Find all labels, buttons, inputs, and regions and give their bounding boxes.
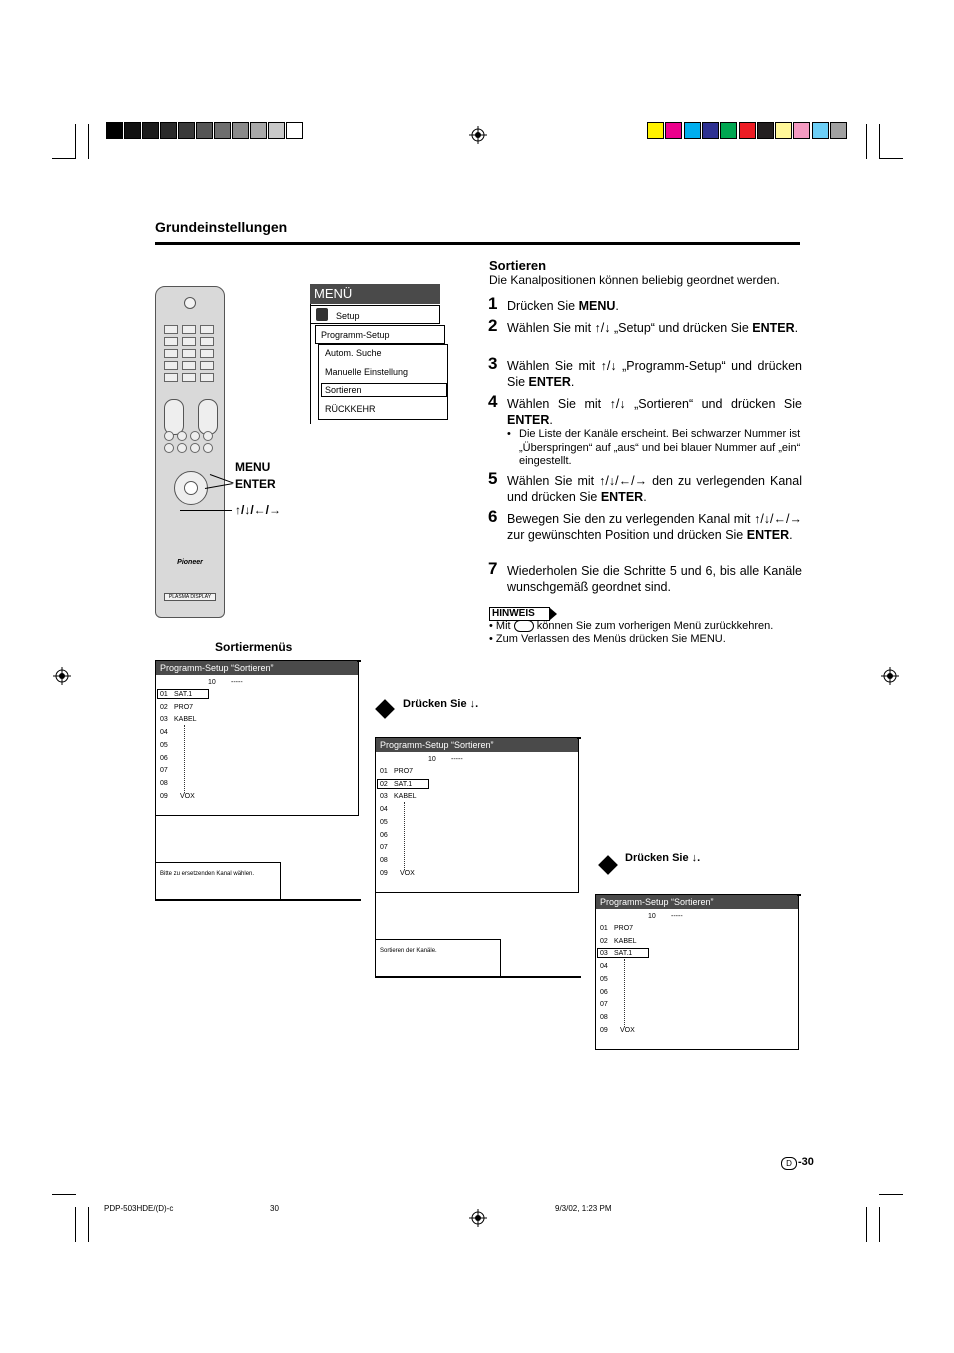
press-down-label-2: Drücken Sie ↓. [625, 852, 701, 864]
display-label: PLASMA DISPLAY [164, 593, 216, 601]
channel-name[interactable]: SAT.1 [394, 780, 413, 788]
channel-position[interactable]: 02 [380, 780, 388, 788]
crop-mark [866, 124, 867, 159]
crop-mark [879, 124, 880, 159]
channel-name[interactable]: KABEL [174, 716, 197, 724]
return-icon [514, 620, 534, 632]
channel-position[interactable]: 08 [380, 856, 388, 864]
channel-position[interactable]: 04 [380, 806, 388, 814]
step-number: 1 [488, 294, 498, 313]
channel-position[interactable]: 01 [380, 768, 388, 775]
hinweis-label: HINWEIS [492, 608, 535, 619]
dotted-line [624, 959, 625, 1027]
sort-screen-header: Programm-Setup “Sortieren” [156, 661, 358, 675]
remote-button [190, 431, 200, 441]
page-circle: D [781, 1157, 797, 1170]
step-text: Wählen Sie mit ↑/↓ „Setup“ und drücken Sie ENTER. [507, 321, 799, 335]
channel-position[interactable]: 06 [380, 831, 388, 839]
channel-name: ----- [451, 756, 463, 763]
remote-button [200, 349, 214, 358]
channel-name: ----- [671, 913, 683, 920]
sort-screen [155, 660, 359, 816]
step4-note-text: Die Liste der Kanäle erscheint. Bei schwarzer Nummer ist „Überspringen“ auf „aus“ und bei blauer Nummer auf „ein“ eingestellt. [519, 428, 801, 467]
menu-item-setup[interactable]: Setup [336, 311, 360, 321]
gray-swatch [106, 122, 123, 139]
remote-button [164, 373, 178, 382]
channel-position[interactable]: 01 [600, 925, 608, 932]
screen-frame-top [357, 660, 361, 662]
color-swatch [793, 122, 810, 139]
title-rule [155, 242, 800, 245]
screen-frame-top [577, 737, 581, 739]
menu-screen [310, 284, 442, 424]
channel-name[interactable]: VOX [620, 1026, 635, 1034]
menu-item-manuelle-einstellung[interactable]: Manuelle Einstellung [325, 367, 409, 377]
remote-control [155, 286, 225, 618]
sortieren-title: Sortieren [489, 258, 547, 273]
remote-button [190, 443, 200, 453]
crop-mark [88, 1207, 89, 1242]
color-swatch [720, 122, 737, 139]
remote-button [164, 361, 178, 370]
channel-position[interactable]: 07 [600, 1001, 608, 1009]
crop-mark [879, 158, 903, 159]
channel-name[interactable]: VOX [400, 869, 415, 877]
remote-button [164, 325, 178, 334]
registration-mark-icon [53, 667, 71, 685]
sort-screen-header: Programm-Setup “Sortieren” [376, 738, 578, 752]
channel-number: 10 [648, 913, 656, 920]
channel-position[interactable]: 02 [600, 937, 608, 945]
color-swatch [775, 122, 792, 139]
arrows-label: ↑/↓/←/→ [235, 503, 282, 517]
dpad [174, 471, 208, 505]
channel-position[interactable]: 04 [600, 963, 608, 971]
remote-button [203, 443, 213, 453]
step-text: Wählen Sie mit ↑/↓ „Sortieren“ und drücken Sie ENTER. [507, 397, 802, 427]
gray-swatch [142, 122, 159, 139]
step-text: Wiederholen Sie die Schritte 5 und 6, bis alle Kanäle wunschgemäß geordnet sind. [507, 564, 802, 594]
channel-position[interactable]: 06 [600, 988, 608, 996]
gray-swatch [124, 122, 141, 139]
channel-name[interactable]: KABEL [614, 937, 637, 945]
crop-mark [75, 1207, 76, 1242]
registration-mark-icon [881, 667, 899, 685]
remote-button [182, 325, 196, 334]
registration-mark-icon [469, 126, 487, 144]
brand-logo: Pioneer [177, 559, 203, 566]
pointer-icon [598, 855, 618, 875]
channel-position[interactable]: 05 [160, 741, 168, 749]
crop-mark [88, 124, 89, 159]
sort-message-box: Bitte zu ersetzenden Kanal wählen. [155, 862, 281, 900]
gray-swatch [196, 122, 213, 139]
channel-position[interactable]: 04 [160, 729, 168, 737]
color-swatch [830, 122, 847, 139]
remote-button [164, 349, 178, 358]
crop-mark [866, 1207, 867, 1242]
callout-line [180, 510, 232, 511]
color-swatch [757, 122, 774, 139]
step-text: Wählen Sie mit ↑/↓/←/→ den zu verlegenden Kanal und drücken Sie ENTER. [507, 474, 802, 504]
channel-position[interactable]: 05 [600, 975, 608, 983]
sortieren-intro: Die Kanalpositionen können beliebig geordnet werden. [489, 273, 780, 287]
remote-button [182, 349, 196, 358]
footer-date: 9/3/02, 1:23 PM [555, 1204, 612, 1213]
step-number: 3 [488, 354, 498, 373]
channel-position[interactable]: 03 [600, 950, 608, 958]
enter-label: ENTER [235, 477, 276, 491]
hinweis-badge [489, 607, 550, 621]
gray-swatch [250, 122, 267, 139]
step-number: 5 [488, 469, 498, 488]
color-swatch [739, 122, 756, 139]
registration-mark-icon [469, 1209, 487, 1227]
crop-mark [75, 124, 76, 159]
menu-title: MENÜ [310, 284, 440, 304]
footer-page: 30 [270, 1204, 279, 1213]
channel-position[interactable]: 08 [600, 1013, 608, 1021]
channel-name[interactable]: VOX [180, 792, 195, 800]
setup-icon [316, 308, 328, 321]
channel-position[interactable]: 06 [160, 754, 168, 762]
channel-name[interactable]: SAT.1 [174, 691, 193, 698]
hinweis-prefix: Mit [495, 620, 511, 632]
channel-position[interactable]: 05 [380, 818, 388, 826]
hinweis-item: • Mit können Sie zum vorherigen Menü zurückkehren. [489, 620, 774, 632]
crop-mark [52, 158, 76, 159]
sortiermenus-title: Sortiermenüs [215, 640, 293, 654]
sort-screen [375, 737, 579, 893]
channel-rocker [198, 399, 218, 435]
color-swatch [702, 122, 719, 139]
channel-position[interactable]: 09 [380, 869, 388, 877]
channel-position[interactable]: 09 [600, 1026, 608, 1034]
remote-button [203, 431, 213, 441]
remote-button [164, 443, 174, 453]
dotted-line [184, 725, 185, 793]
gray-swatch [178, 122, 195, 139]
pointer-icon [375, 699, 395, 719]
remote-button [200, 361, 214, 370]
remote-button [164, 431, 174, 441]
channel-position[interactable]: 03 [160, 716, 168, 724]
menu-item-programm-setup[interactable]: Programm-Setup [321, 330, 390, 340]
step-text: Bewegen Sie den zu verlegenden Kanal mit ↑/↓/←/→ zur gewünschten Position und drücken Sie ENTER. [507, 512, 802, 542]
sort-message-box: Sortieren der Kanäle. [375, 939, 501, 977]
remote-button [200, 337, 214, 346]
channel-name[interactable]: PRO7 [614, 925, 634, 932]
crop-mark [879, 1194, 903, 1195]
step-number: 6 [488, 507, 498, 526]
remote-button [164, 337, 178, 346]
numpad [164, 325, 216, 385]
step-text: Drücken Sie MENU. [507, 299, 619, 313]
sort-screen [595, 894, 799, 1050]
color-swatch [647, 122, 664, 139]
gray-swatch [160, 122, 177, 139]
channel-name: ----- [231, 679, 243, 686]
volume-rocker [164, 399, 184, 435]
channel-number: 10 [208, 679, 216, 686]
channel-position[interactable]: 03 [380, 793, 388, 801]
page-number: -30 [798, 1156, 814, 1168]
channel-number: 10 [428, 756, 436, 763]
channel-position[interactable]: 07 [160, 767, 168, 775]
remote-button [182, 373, 196, 382]
step-number: 7 [488, 559, 498, 578]
screen-frame-top [797, 894, 801, 896]
step-number: 4 [488, 392, 498, 411]
section-title: Grundeinstellungen [155, 219, 288, 235]
press-down-label-1: Drücken Sie ↓. [403, 698, 479, 710]
remote-button [177, 431, 187, 441]
power-icon [184, 297, 196, 309]
channel-position[interactable]: 08 [160, 779, 168, 787]
color-swatch [812, 122, 829, 139]
step-number: 2 [488, 316, 498, 335]
remote-button [182, 337, 196, 346]
channel-position[interactable]: 01 [160, 691, 168, 698]
gray-swatch [268, 122, 285, 139]
menu-label: MENU [235, 460, 271, 474]
menu-item-rueckkehr[interactable]: RÜCKKEHR [325, 404, 376, 414]
hinweis-text-1: können Sie zum vorherigen Menü zurückkehren. [536, 620, 774, 632]
gray-swatch [232, 122, 249, 139]
channel-name[interactable]: PRO7 [394, 768, 414, 775]
gray-swatch [286, 122, 303, 139]
hinweis-item: • Zum Verlassen des Menüs drücken Sie MENU. [489, 633, 726, 645]
dotted-line [404, 802, 405, 870]
channel-name[interactable]: KABEL [394, 793, 417, 801]
step-text: Wählen Sie mit ↑/↓ „Programm-Setup“ und drücken Sie ENTER. [507, 359, 802, 389]
remote-button [200, 325, 214, 334]
crop-mark [879, 1207, 880, 1242]
channel-position[interactable]: 02 [160, 703, 168, 711]
channel-position[interactable]: 07 [380, 844, 388, 852]
step4-note: • Die Liste der Kanäle erscheint. Bei schwarzer Nummer ist „Überspringen“ auf „aus“ und bei blauer Nummer auf „ein“ eingestellt. [507, 428, 801, 467]
crop-mark [52, 1194, 76, 1195]
channel-name[interactable]: SAT.1 [614, 950, 633, 958]
gray-swatch [214, 122, 231, 139]
channel-position[interactable]: 09 [160, 792, 168, 800]
color-swatch [684, 122, 701, 139]
function-buttons [164, 431, 216, 459]
color-swatch [665, 122, 682, 139]
sort-screen-header: Programm-Setup “Sortieren” [596, 895, 798, 909]
footer-file: PDP-503HDE/(D)-c [104, 1204, 174, 1213]
menu-item-autom-suche[interactable]: Autom. Suche [325, 348, 382, 358]
remote-button [182, 361, 196, 370]
menu-item-sortieren[interactable]: Sortieren [325, 385, 362, 395]
remote-button [200, 373, 214, 382]
hinweis-arrow-icon [550, 608, 557, 620]
hinweis-text-2: Zum Verlassen des Menüs drücken Sie MENU. [495, 633, 726, 645]
remote-button [177, 443, 187, 453]
channel-name[interactable]: PRO7 [174, 703, 194, 711]
